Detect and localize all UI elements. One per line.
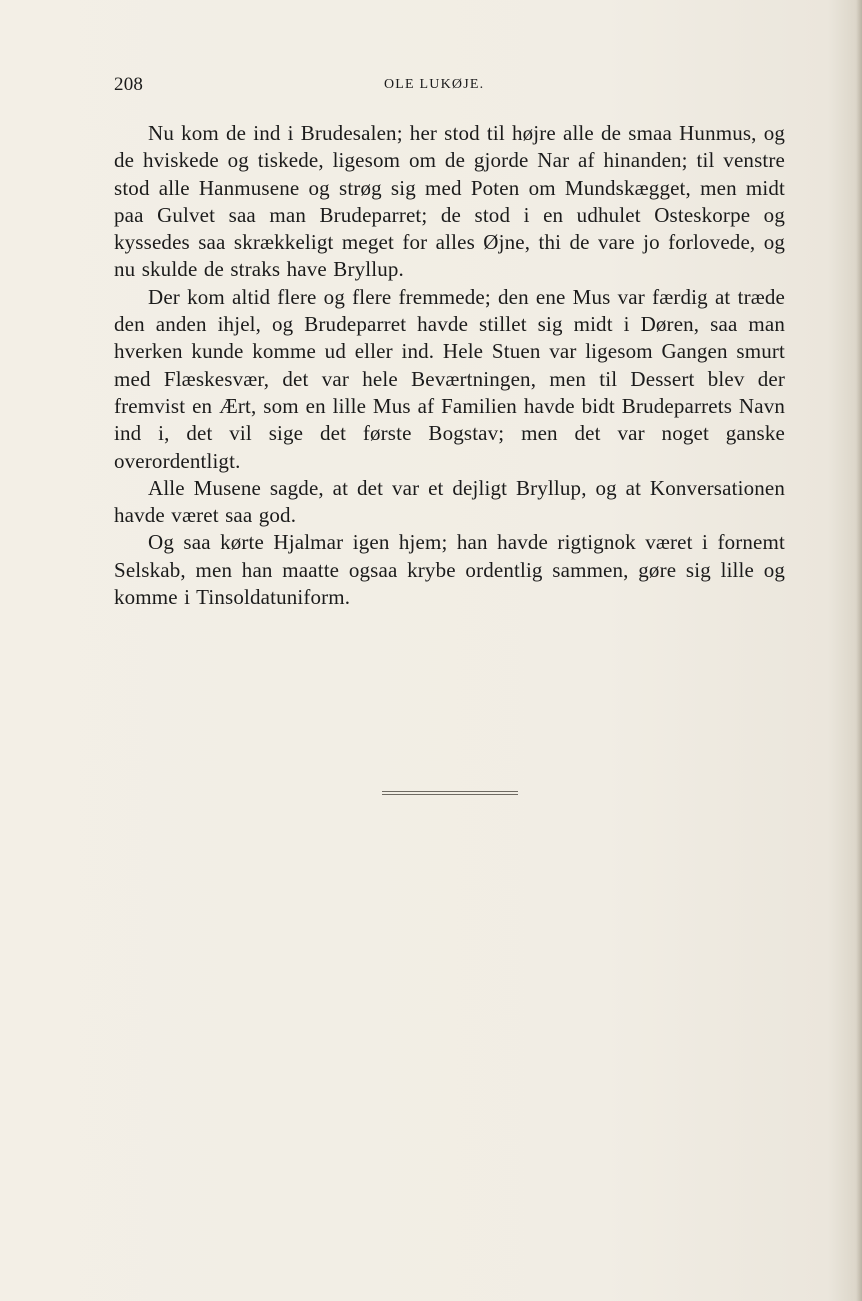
running-head: OLE LUKØJE. [384, 77, 485, 92]
page-header [114, 74, 784, 98]
body-text [114, 120, 785, 611]
paragraph-2: Der kom altid flere og flere fremmede; den ene Mus var færdig at træde den anden ihjel, og Brudeparret havde stillet sig midt i Døren, saa man hverken kunde komme ud eller ind. Hele Stuen var ligesom Gangen smurt med Flæskesvær, det var hele Beværtningen, men til Dessert blev der fremvist en Ært, som en lille Mus af Familien havde bidt Brudeparrets Navn ind i, det vil sige det første Bogstav; men det var noget ganske overordentligt. [114, 284, 785, 473]
page-number: 208 [114, 74, 144, 95]
page-edge-shadow [856, 0, 862, 1301]
rule-line-top [382, 791, 518, 792]
paragraph-4: Og saa kørte Hjalmar igen hjem; han havde rigtignok været i fornemt Selskab, men han maatte ogsaa krybe ordentlig sammen, gøre sig lille og komme i Tinsoldatuniform. [114, 530, 785, 610]
paragraph-1: Nu kom de ind i Brudesalen; her stod til højre alle de smaa Hunmus, og de hviskede og tiskede, ligesom om de gjorde Nar af hinanden; til venstre stod alle Hanmusene og strøg sig med Poten om Mundskægget, men midt paa Gulvet saa man Brudeparret; de stod i en udhulet Osteskorpe og kyssedes saa skrækkeligt meget for alles Øjne, thi de vare jo forlovede, og nu skulde de straks have Bryllup. [114, 121, 785, 282]
rule-line-bottom [382, 794, 518, 795]
section-end-rule [382, 791, 518, 797]
paragraph-3: Alle Musene sagde, at det var et dejligt Bryllup, og at Konversationen havde været saa god. [114, 475, 785, 528]
